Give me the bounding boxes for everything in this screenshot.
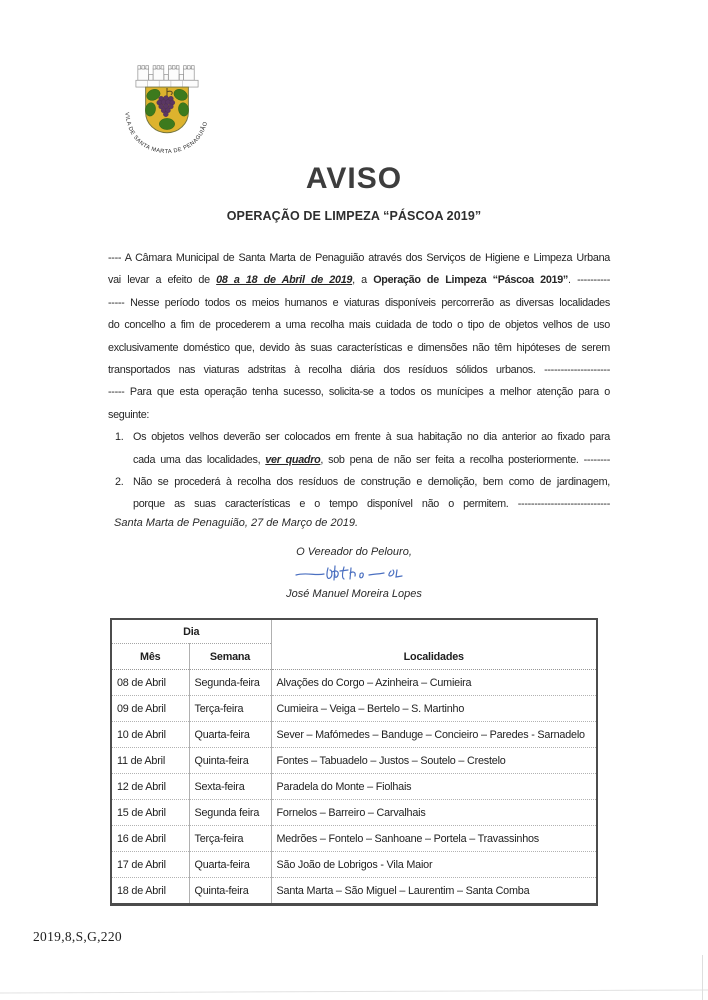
month-cell: 12 de Abril bbox=[111, 774, 189, 800]
weekday-cell: Quinta-feira bbox=[189, 878, 271, 905]
notice-title: AVISO bbox=[305, 162, 403, 195]
paragraph-line: Os objetos velhos deverão ser colocados em frente à sua habitação no dia anterior ao fixado para bbox=[133, 431, 610, 444]
month-cell: 16 de Abril bbox=[111, 826, 189, 852]
list-item-number: 2. bbox=[115, 476, 124, 488]
paragraph-description bbox=[108, 292, 610, 382]
see-table-reference: ver quadro bbox=[265, 453, 321, 466]
handwritten-signature bbox=[294, 561, 414, 585]
weekday-cell: Segunda feira bbox=[189, 800, 271, 826]
collection-schedule-table bbox=[110, 618, 598, 906]
month-cell: 08 de Abril bbox=[111, 670, 189, 696]
paragraph-line: vai levar a efeito de 08 a 18 de Abril de 2019, a Operação de Limpeza “Páscoa 2019”. ---------- bbox=[108, 274, 611, 287]
mural-crown-icon bbox=[136, 66, 198, 87]
table-row bbox=[111, 852, 597, 878]
scan-edge-artifact bbox=[702, 955, 703, 1000]
localities-cell: Paradela do Monte – Fiolhais bbox=[271, 774, 597, 800]
weekday-cell: Quarta-feira bbox=[189, 722, 271, 748]
table-row bbox=[111, 774, 597, 800]
localities-cell: Medrões – Fontelo – Sanhoane – Portela – Travassinhos bbox=[271, 826, 597, 852]
paragraph-intro bbox=[108, 247, 610, 292]
municipal-coat-of-arms bbox=[116, 55, 218, 157]
weekday-cell: Terça-feira bbox=[189, 826, 271, 852]
paragraph-line: porque as suas características e o tempo disponível não o permitem. ---------------------------- bbox=[133, 498, 610, 511]
paragraph-line: ----- Para que esta operação tenha sucesso, solicita-se a todos os munícipes a melhor atenção para o bbox=[108, 386, 610, 399]
weekday-cell: Terça-feira bbox=[189, 696, 271, 722]
table-row bbox=[111, 696, 597, 722]
document-reference-code: 2019,8,S,G,220 bbox=[33, 929, 122, 944]
paragraph-line: do concelho a fim de procederem a uma recolha mais cuidada de todo o tipo de objetos velhos de uso bbox=[108, 319, 610, 332]
paragraph-line: seguinte: bbox=[108, 408, 150, 421]
place-date-line: Santa Marta de Penaguião, 27 de Março de 2019. bbox=[114, 517, 359, 529]
localities-cell: Fontes – Tabuadelo – Justos – Soutelo – Crestelo bbox=[271, 748, 597, 774]
localities-cell: Santa Marta – São Miguel – Laurentim – Santa Comba bbox=[271, 878, 597, 905]
month-cell: 10 de Abril bbox=[111, 722, 189, 748]
operation-dates: 08 a 18 de Abril de 2019 bbox=[216, 274, 353, 287]
instructions-list bbox=[108, 426, 610, 516]
scan-edge-artifact bbox=[0, 989, 708, 993]
localities-cell: Fornelos – Barreiro – Carvalhais bbox=[271, 800, 597, 826]
weekday-cell: Segunda-feira bbox=[189, 670, 271, 696]
month-cell: 17 de Abril bbox=[111, 852, 189, 878]
weekday-cell: Quinta-feira bbox=[189, 748, 271, 774]
paragraph-line: cada uma das localidades, ver quadro, sob pena de não ser feita a recolha posteriormente. -------- bbox=[133, 453, 610, 466]
column-header-semana: Semana bbox=[189, 644, 271, 670]
month-cell: 18 de Abril bbox=[117, 884, 166, 897]
paragraph-line: Não se procederá à recolha dos resíduos de construção e demolição, bem como de jardinagem, bbox=[133, 476, 610, 488]
paragraph-line: transportados nas viaturas adstritas à recolha diária dos resíduos sólidos urbanos. -------------------- bbox=[108, 364, 610, 377]
operation-name: Operação de Limpeza “Páscoa 2019” bbox=[373, 274, 569, 287]
month-cell: 09 de Abril bbox=[111, 696, 189, 722]
table-row bbox=[111, 748, 597, 774]
weekday-cell: Quarta-feira bbox=[189, 852, 271, 878]
column-header-mes: Mês bbox=[111, 644, 189, 670]
paragraph-line: ---- A Câmara Municipal de Santa Marta de Penaguião através dos Serviços de Higiene e Limpeza Urbana bbox=[108, 252, 610, 264]
column-header-localidades: Localidades bbox=[271, 619, 597, 670]
table-row bbox=[111, 722, 597, 748]
paragraph-line: ----- Nesse período todos os meios humanos e viaturas disponíveis percorrerão as diversas localidades bbox=[108, 296, 610, 309]
crest-banner-text: VILA DE SANTA MARTA DE PENAGUIÃO bbox=[123, 111, 210, 156]
weekday-cell: Sexta-feira bbox=[189, 774, 271, 800]
table-row bbox=[111, 878, 597, 905]
table-row bbox=[111, 826, 597, 852]
table-row bbox=[111, 670, 597, 696]
paragraph-line: exclusivamente doméstico que, devido às suas características e dimensões não têm hipóteses de serem bbox=[108, 341, 610, 354]
list-item-number: 1. bbox=[115, 431, 124, 444]
table-row bbox=[111, 800, 597, 826]
signer-role: O Vereador do Pelouro, bbox=[296, 546, 412, 558]
column-header-dia: Dia bbox=[111, 619, 271, 644]
signer-name: José Manuel Moreira Lopes bbox=[286, 588, 422, 600]
localities-cell: Cumieira – Veiga – Bertelo – S. Martinho bbox=[271, 696, 597, 722]
month-cell: 15 de Abril bbox=[111, 800, 189, 826]
paragraph-request bbox=[108, 381, 610, 426]
notice-subtitle: OPERAÇÃO DE LIMPEZA “PÁSCOA 2019” bbox=[226, 209, 482, 223]
month-cell: 11 de Abril bbox=[111, 748, 189, 774]
list-item bbox=[108, 426, 610, 471]
localities-cell: São João de Lobrigos - Vila Maior bbox=[271, 852, 597, 878]
localities-cell: Alvações do Corgo – Azinheira – Cumieira bbox=[271, 670, 597, 696]
list-item bbox=[108, 471, 610, 516]
localities-cell: Sever – Mafómedes – Banduge – Concieiro – Paredes - Sarnadelo bbox=[271, 722, 597, 748]
